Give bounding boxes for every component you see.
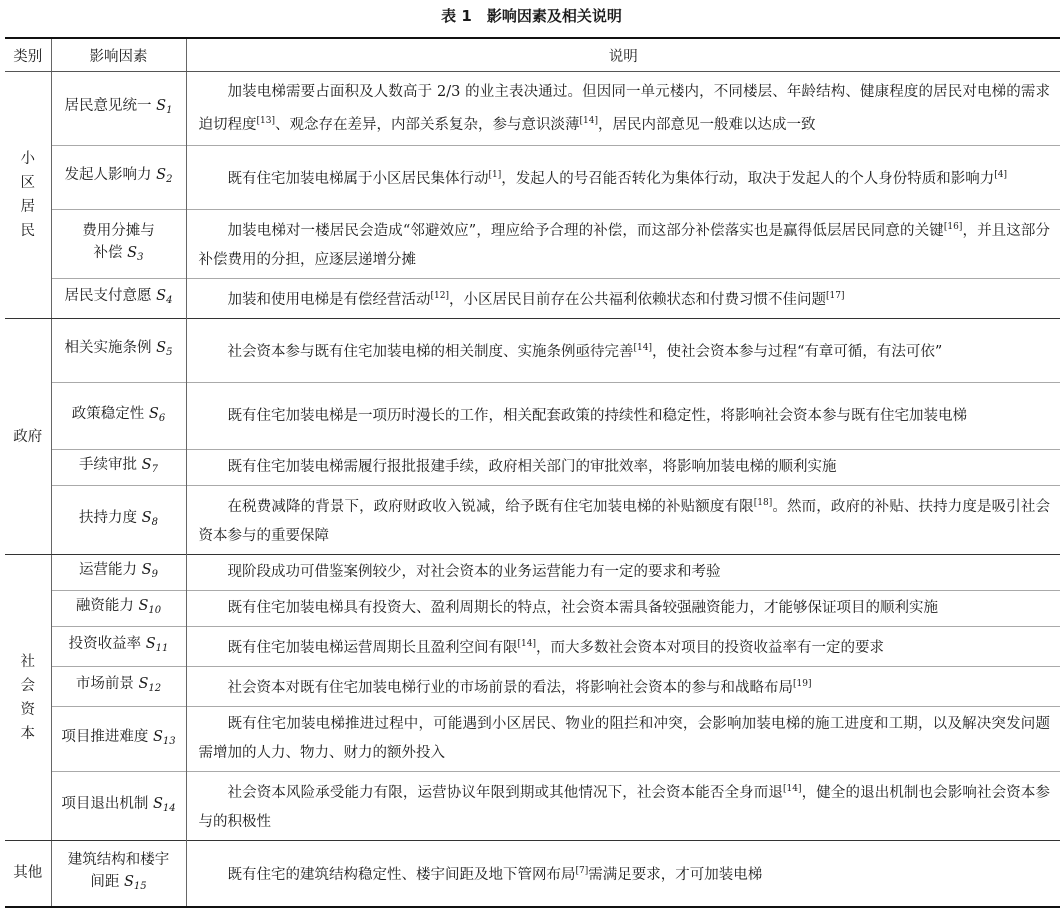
description-cell bbox=[186, 450, 1060, 486]
table-row bbox=[5, 667, 1060, 707]
description-cell bbox=[186, 555, 1060, 591]
category-label: 政府 bbox=[13, 428, 43, 445]
citation: [13] bbox=[256, 115, 275, 126]
factor-label: 手续审批 bbox=[79, 457, 138, 473]
description-text: 在税费减降的背景下，政府财政收入锐减，给予既有住宅加装电梯的补贴额度有限 bbox=[227, 499, 754, 515]
description-cell bbox=[186, 841, 1060, 907]
description-text: 加装和使用电梯是有偿经营活动 bbox=[227, 292, 431, 308]
factor-cell: 政策稳定性 $S_6$ bbox=[51, 383, 186, 450]
factor-subscript: 15 bbox=[133, 880, 147, 892]
factor-subscript: 10 bbox=[148, 605, 162, 616]
factor-subscript: 4 bbox=[166, 295, 173, 306]
description-text: ，小区居民目前存在公共福利依赖状态和付费习惯不佳问题 bbox=[448, 292, 826, 308]
factor-label: 间距 bbox=[90, 873, 120, 890]
factor-label: 政策稳定性 bbox=[71, 405, 145, 422]
factor-label: 市场前景 bbox=[75, 676, 134, 692]
citation: [14] bbox=[579, 115, 598, 126]
factor-label: 建筑结构和楼宇 bbox=[67, 851, 170, 868]
factor-cell: 相关实施条例 $S_5$ bbox=[51, 319, 186, 383]
citation: [4] bbox=[994, 170, 1007, 180]
factor-cell: 项目退出机制 $S_{14}$ bbox=[51, 772, 186, 841]
factor-cell: 运营能力 $S_9$ bbox=[51, 555, 186, 591]
factor-cell: 费用分摊与 补偿 $S_3$ bbox=[51, 210, 186, 279]
header-description: 说明 bbox=[186, 38, 1060, 72]
table-row bbox=[5, 841, 1060, 907]
description-text: 。然而，政府的补贴、扶持力度是吸引社会资本参与的重要保障 bbox=[198, 499, 1050, 544]
factor-subscript: 5 bbox=[166, 347, 173, 358]
category-label: 其他 bbox=[13, 865, 43, 882]
factor-cell: 融资能力 $S_{10}$ bbox=[51, 591, 186, 627]
description-text: ，而大多数社会资本对项目的投资收益率有一定的要求 bbox=[535, 640, 884, 656]
factor-subscript: 9 bbox=[151, 569, 158, 580]
table-row bbox=[5, 279, 1060, 319]
description-text: 既有住宅加装电梯需履行报批报建手续，政府相关部门的审批效率，将影响加装电梯的顺利实施 bbox=[227, 459, 837, 475]
description-text: 加装电梯对一楼居民会造成“邻避效应”，理应给予合理的补偿，而这部分补偿落实也是赢得低层居民同意的关键 bbox=[227, 223, 944, 239]
category-label: 小区居民 bbox=[20, 151, 35, 239]
factor-label: 投资收益率 bbox=[68, 636, 142, 652]
category-cell bbox=[5, 555, 51, 841]
factor-label: 运营能力 bbox=[79, 562, 138, 578]
citation: [16] bbox=[943, 222, 963, 232]
description-text: 、观念存在差异，内部关系复杂，参与意识淡薄 bbox=[274, 116, 580, 133]
table-caption: 表 1 影响因素及相关说明 bbox=[441, 7, 622, 25]
factor-cell: 手续审批 $S_7$ bbox=[51, 450, 186, 486]
factor-subscript: 3 bbox=[137, 251, 144, 263]
description-text: 既有住宅加装电梯推进过程中，可能遇到小区居民、物业的阻拦和冲突，会影响加装电梯的施工进度和工期，以及解决突发问题需增加的人力、物力、财力的额外投入 bbox=[198, 716, 1050, 761]
description-cell bbox=[186, 279, 1060, 319]
factor-subscript: 8 bbox=[151, 516, 158, 528]
description-text: 加装电梯需要占面积及人数高于 2/3 的业主表决通过。但因同一单元楼内，不同楼层、年龄结构、健康程度的居民对电梯的需求迫切程度 bbox=[198, 83, 1050, 133]
description-text: ，使社会资本参与过程“有章可循，有法可依” bbox=[651, 344, 943, 360]
description-text: 现阶段成功可借鉴案例较少，对社会资本的业务运营能力有一定的要求和考验 bbox=[227, 564, 721, 580]
factor-cell: 项目推进难度 $S_{13}$ bbox=[51, 707, 186, 772]
description-text: 需满足要求，才可加装电梯 bbox=[588, 866, 763, 883]
description-cell bbox=[186, 707, 1060, 772]
description-text: 既有住宅加装电梯是一项历时漫长的工作，相关配套政策的持续性和稳定性，将影响社会资本参与既有住宅加装电梯 bbox=[227, 407, 967, 424]
factor-label: 居民支付意愿 bbox=[64, 288, 152, 304]
citation: [12] bbox=[430, 291, 449, 301]
factor-cell: 居民支付意愿 $S_4$ bbox=[51, 279, 186, 319]
citation: [14] bbox=[633, 343, 652, 353]
factor-label: 居民意见统一 bbox=[64, 98, 152, 114]
table-row bbox=[5, 319, 1060, 383]
factor-subscript: 14 bbox=[162, 802, 176, 814]
factor-label: 费用分摊与 bbox=[82, 222, 155, 239]
description-text: ，发起人的号召能否转化为集体行动，取决于发起人的个人身份特质和影响力 bbox=[501, 171, 995, 187]
description-text: 既有住宅加装电梯属于小区居民集体行动 bbox=[227, 171, 489, 187]
description-cell bbox=[186, 319, 1060, 383]
factor-cell: 发起人影响力 $S_2$ bbox=[51, 146, 186, 210]
table-row bbox=[5, 555, 1060, 591]
factor-label: 相关实施条例 bbox=[64, 340, 152, 356]
citation: [1] bbox=[488, 170, 502, 180]
factor-subscript: 2 bbox=[166, 174, 173, 185]
factor-cell: 投资收益率 $S_{11}$ bbox=[51, 627, 186, 667]
citation: [18] bbox=[753, 498, 773, 508]
factor-cell: 市场前景 $S_{12}$ bbox=[51, 667, 186, 707]
description-text: 既有住宅加装电梯具有投资大、盈利周期长的特点，社会资本需具备较强融资能力，才能够保证项目的顺利实施 bbox=[227, 600, 938, 616]
description-cell bbox=[186, 72, 1060, 146]
table-row bbox=[5, 772, 1060, 841]
citation: [19] bbox=[793, 679, 812, 689]
description-text: 既有住宅的建筑结构稳定性、楼宇间距及地下管网布局 bbox=[227, 866, 576, 883]
factor-label: 补偿 bbox=[93, 244, 123, 261]
category-label: 社会资本 bbox=[20, 653, 35, 742]
factor-subscript: 12 bbox=[148, 683, 162, 694]
factor-subscript: 7 bbox=[151, 464, 158, 475]
factor-subscript: 6 bbox=[158, 412, 166, 424]
table-header-row bbox=[5, 38, 1060, 72]
table-row bbox=[5, 146, 1060, 210]
table-row bbox=[5, 450, 1060, 486]
factor-cell: 扶持力度 $S_8$ bbox=[51, 486, 186, 555]
category-cell bbox=[5, 319, 51, 555]
table-row bbox=[5, 210, 1060, 279]
description-cell bbox=[186, 667, 1060, 707]
citation: [17] bbox=[825, 291, 845, 301]
description-cell bbox=[186, 591, 1060, 627]
description-cell bbox=[186, 210, 1060, 279]
table-row bbox=[5, 486, 1060, 555]
description-text: ，并且这部分补偿费用的分担，应逐层递增分摊 bbox=[198, 223, 1051, 268]
table-row bbox=[5, 627, 1060, 667]
description-cell bbox=[186, 383, 1060, 450]
description-cell bbox=[186, 486, 1060, 555]
factor-label: 项目推进难度 bbox=[61, 728, 149, 745]
header-factor: 影响因素 bbox=[51, 38, 186, 72]
table-row bbox=[5, 383, 1060, 450]
citation: [14] bbox=[517, 639, 536, 649]
description-text: ，健全的退出机制也会影响社会资本参与的积极性 bbox=[198, 785, 1050, 830]
description-cell bbox=[186, 772, 1060, 841]
category-cell bbox=[5, 72, 51, 319]
factor-subscript: 1 bbox=[166, 105, 173, 116]
table-row bbox=[5, 72, 1060, 146]
description-cell bbox=[186, 146, 1060, 210]
citation: [14] bbox=[783, 784, 802, 794]
factor-label: 发起人影响力 bbox=[64, 167, 152, 183]
table-row bbox=[5, 707, 1060, 772]
factor-subscript: 13 bbox=[162, 735, 176, 747]
description-cell bbox=[186, 627, 1060, 667]
description-text: 既有住宅加装电梯运营周期长且盈利空间有限 bbox=[227, 640, 518, 656]
description-text: 社会资本对既有住宅加装电梯行业的市场前景的看法，将影响社会资本的参与和战略布局 bbox=[227, 680, 793, 696]
factor-label: 扶持力度 bbox=[79, 509, 138, 526]
header-category: 类别 bbox=[5, 38, 51, 72]
factor-subscript: 11 bbox=[155, 643, 169, 654]
factor-label: 项目退出机制 bbox=[61, 795, 149, 812]
factor-cell: 建筑结构和楼宇 间距 $S_{15}$ bbox=[51, 841, 186, 907]
description-text: ，居民内部意见一般难以达成一致 bbox=[597, 116, 816, 133]
category-cell bbox=[5, 841, 51, 907]
description-text: 社会资本风险承受能力有限，运营协议年限到期或其他情况下，社会资本能否全身而退 bbox=[227, 785, 783, 801]
factor-cell: 居民意见统一 $S_1$ bbox=[51, 72, 186, 146]
factor-label: 融资能力 bbox=[75, 598, 134, 614]
citation: [7] bbox=[575, 865, 589, 876]
description-text: 社会资本参与既有住宅加装电梯的相关制度、实施条例亟待完善 bbox=[227, 344, 634, 360]
factors-table bbox=[5, 37, 1060, 908]
table-row bbox=[5, 591, 1060, 627]
